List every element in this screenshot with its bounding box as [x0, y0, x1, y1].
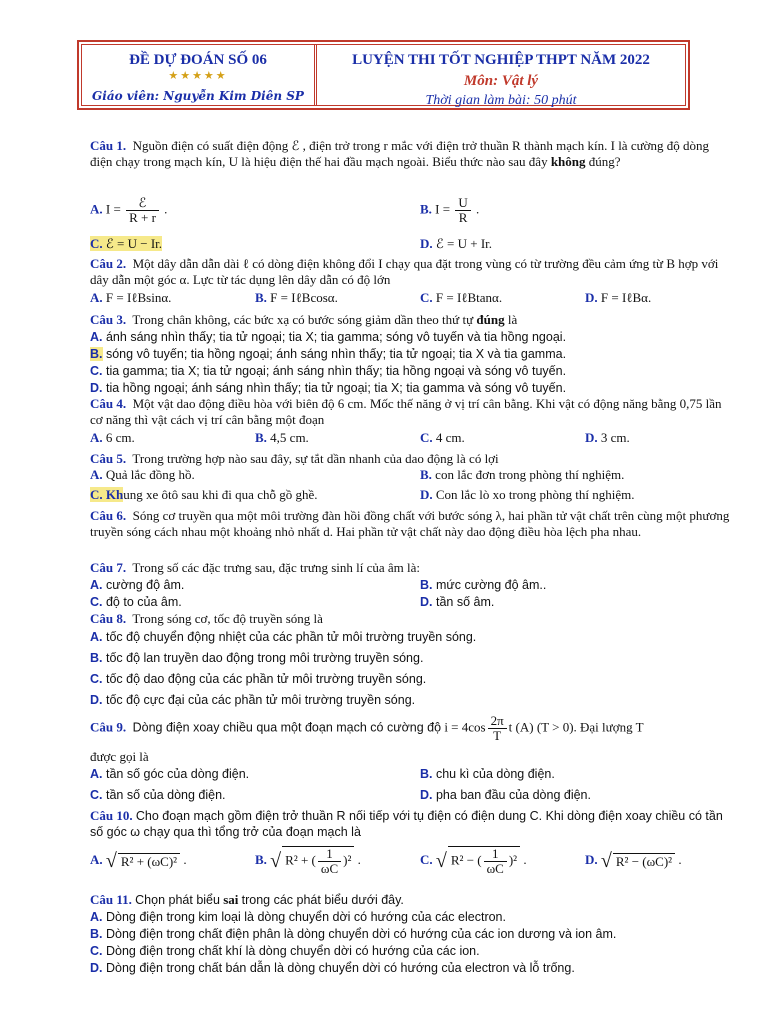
question-5 — [90, 451, 730, 502]
option-label: D. — [420, 236, 433, 251]
option-d[interactable] — [90, 380, 566, 396]
fraction-numerator: ℰ — [126, 196, 159, 211]
option-label: A. — [90, 578, 103, 592]
option-b[interactable] — [90, 346, 566, 362]
option-label: C. — [420, 851, 433, 867]
option-dot: . — [164, 201, 168, 217]
question-4 — [90, 396, 730, 445]
option-a[interactable] — [90, 766, 249, 782]
option-text: con lắc đơn trong phòng thí nghiệm. — [435, 467, 625, 482]
option-a[interactable] — [90, 430, 135, 446]
option-c[interactable] — [420, 430, 465, 446]
option-label: D. — [90, 381, 103, 395]
option-label: C. — [90, 236, 103, 251]
option-text: ℰ = U + Ir. — [435, 236, 493, 251]
option-label: C. — [90, 672, 103, 686]
option-dot: . — [183, 852, 187, 867]
option-text: tốc độ lan truyền dao động trong môi trường truyền sóng. — [105, 651, 424, 665]
option-label: A. — [90, 201, 103, 217]
option-label: C. — [420, 290, 433, 305]
option-b[interactable] — [255, 430, 309, 446]
fraction-denominator: ωC — [320, 861, 339, 876]
question-label: Câu 7. — [90, 560, 127, 575]
option-lhs: I = — [105, 201, 121, 217]
sqrt-icon: √ — [435, 850, 447, 872]
option-a[interactable] — [90, 467, 195, 483]
question-text: Trong sóng cơ, tốc độ truyền sóng là — [132, 611, 323, 626]
option-d[interactable] — [585, 850, 682, 873]
option-a[interactable] — [90, 196, 167, 225]
option-b[interactable] — [420, 196, 479, 225]
option-prefix: R² + ( — [285, 852, 316, 868]
question-emphasis: không — [550, 154, 586, 169]
fraction-numerator: 1 — [318, 847, 341, 862]
teacher-name: Giáo viên: Nguyễn Kim Diên SP — [92, 89, 304, 103]
option-label: B. — [90, 927, 103, 941]
option-text: 3 cm. — [600, 430, 630, 445]
fraction-numerator: 2π — [488, 714, 507, 729]
question-label: Câu 10. — [90, 808, 133, 823]
question-text: Chọn phát biểu — [135, 893, 220, 907]
option-label: C. — [420, 430, 433, 445]
question-label: Câu 9. — [90, 719, 127, 735]
option-label: C. — [90, 364, 103, 378]
option-b[interactable] — [420, 467, 624, 483]
option-text: Dòng điện trong kim loại là dòng chuyển dời có hướng của các electron. — [105, 910, 506, 924]
option-label: A. — [90, 467, 103, 482]
option-prefix: R² − ( — [450, 852, 482, 868]
question-11 — [90, 892, 730, 975]
exam-title: LUYỆN THI TỐT NGHIỆP THPT NĂM 2022 — [352, 52, 650, 68]
option-lhs: I = — [435, 201, 451, 217]
question-3 — [90, 312, 730, 395]
option-label: B. — [420, 467, 432, 482]
option-a[interactable] — [90, 577, 184, 593]
question-emphasis: sai — [223, 892, 239, 907]
option-label: D. — [585, 290, 598, 305]
sqrt-icon: √ — [105, 850, 117, 873]
option-label: B. — [420, 578, 433, 592]
fraction-denominator: R — [458, 210, 468, 225]
option-text: tốc độ cực đại của các phần tử môi trường truyền sóng. — [105, 693, 416, 707]
option-label: B. — [420, 767, 433, 781]
question-emphasis: đúng — [476, 312, 505, 327]
option-c[interactable] — [420, 290, 502, 306]
stars-icon: ★★★★★ — [168, 70, 228, 82]
option-d[interactable] — [420, 487, 634, 503]
question-label: Câu 4. — [90, 396, 127, 411]
option-d[interactable] — [90, 692, 415, 708]
option-label: D. — [90, 693, 103, 707]
option-label: B. — [90, 651, 103, 665]
question-tail: trong các phát biểu dưới đây. — [241, 893, 404, 907]
question-text-line2: được gọi là — [90, 749, 149, 764]
option-text: F = IℓBtanα. — [435, 290, 503, 305]
fraction-numerator: U — [455, 196, 470, 211]
option-text: tần số âm. — [435, 595, 495, 609]
option-text: ánh sáng nhìn thấy; tia tử ngoại; tia X; tia gamma; sóng vô tuyến và tia hồng ngoại. — [105, 330, 567, 344]
exam-header — [77, 40, 690, 110]
fraction-denominator: ωC — [486, 861, 504, 876]
option-dot: . — [475, 201, 480, 217]
option-text: Con lắc lò xo trong phòng thí nghiệm. — [435, 487, 635, 502]
option-label: D. — [420, 788, 433, 802]
option-d[interactable] — [90, 960, 575, 976]
option-a[interactable] — [90, 329, 566, 345]
option-label: A. — [90, 852, 103, 867]
option-text: tia gamma; tia X; tia tử ngoại; ánh sáng nhìn thấy; tia hồng ngoại và sóng vô tuyến. — [105, 364, 567, 378]
fraction-numerator: 1 — [484, 847, 507, 862]
question-1 — [90, 138, 730, 251]
option-label: A. — [90, 630, 103, 644]
option-label: B. — [255, 430, 267, 445]
header-left — [82, 45, 317, 105]
exam-duration: Thời gian làm bài: 50 phút — [425, 93, 577, 108]
option-text: 6 cm. — [105, 430, 135, 445]
option-b[interactable] — [255, 290, 338, 306]
question-6 — [90, 508, 730, 540]
option-d[interactable] — [420, 594, 494, 610]
option-label: A. — [90, 290, 103, 305]
option-text: pha ban đầu của dòng điện. — [435, 788, 591, 802]
option-text: chu kì của dòng điện. — [435, 767, 555, 781]
option-label: C. Kh — [90, 487, 124, 502]
question-tail: đúng? — [588, 154, 621, 169]
option-label: B. — [420, 201, 432, 217]
option-d[interactable] — [585, 430, 630, 446]
question-7 — [90, 560, 730, 609]
option-d[interactable] — [585, 290, 651, 306]
option-label: D. — [585, 852, 598, 867]
option-label: C. — [90, 944, 103, 958]
fraction-denominator: T — [493, 728, 502, 743]
option-text: 4,5 cm. — [270, 430, 309, 445]
option-c[interactable] — [90, 787, 226, 803]
option-c[interactable] — [420, 846, 527, 876]
question-8 — [90, 611, 730, 707]
option-c[interactable] — [90, 487, 317, 503]
option-b[interactable] — [90, 926, 616, 942]
sqrt-icon: √ — [270, 850, 282, 872]
option-dot: . — [523, 851, 527, 867]
option-text: R² + (ωC)² — [118, 853, 180, 870]
option-label: D. — [420, 487, 433, 502]
question-text: Một dây dẫn dẫn dài ℓ có dòng điện không đổi I chạy qua đặt trong vùng có từ trường đều cảm ứng từ B hợp với dây dẫn một góc α. Lực từ tác dụng lên dây dẫn có độ lớn — [90, 256, 719, 287]
option-label: D. — [90, 961, 103, 975]
option-text: Dòng điện trong chất khí là dòng chuyển dời có hướng của các ion. — [105, 944, 480, 958]
question-text: Nguồn điện có suất điện động ℰ , điện trở trong r mắc với điện trở thuần R thành mạch kín. I là cường độ dòng điện chạy trong mạch kín, U là hiệu điện thế hai đầu mạch ngoài. Biểu thức nào sau đây — [90, 138, 710, 169]
option-text: tần số của dòng điện. — [105, 788, 226, 802]
option-c[interactable] — [90, 594, 182, 610]
option-c[interactable] — [90, 943, 480, 959]
question-label: Câu 3. — [90, 312, 127, 327]
option-b[interactable] — [90, 650, 423, 666]
option-text: tốc độ dao động của các phần tử môi trường truyền sóng. — [105, 672, 427, 686]
header-right — [317, 45, 685, 108]
option-text: 4 cm. — [435, 430, 465, 445]
option-label: A. — [90, 767, 103, 781]
option-a[interactable] — [90, 629, 476, 645]
question-text: Trong số các đặc trưng sau, đặc trưng sinh lí của âm là: — [132, 560, 421, 575]
option-text: F = IℓBsinα. — [105, 290, 172, 305]
option-text: F = IℓBα. — [600, 290, 652, 305]
option-suffix: )² — [343, 852, 352, 868]
question-text: Dòng điện xoay chiều qua một đoạn mạch có cường độ — [132, 720, 442, 735]
option-text: sóng vô tuyến; tia hồng ngoại; ánh sáng nhìn thấy; tia tử ngoại; tia X và tia gamma. — [105, 347, 567, 361]
option-label: D. — [420, 595, 433, 609]
option-b[interactable] — [255, 846, 361, 876]
formula-suffix: t (A) (T > 0). Đại lượng T — [508, 719, 644, 735]
question-label: Câu 6. — [90, 508, 127, 523]
option-a[interactable] — [90, 850, 187, 873]
option-text: ℰ = U − Ir. — [105, 236, 163, 251]
question-label: Câu 5. — [90, 451, 127, 466]
option-text: mức cường độ âm.. — [435, 578, 547, 592]
option-dot: . — [357, 851, 361, 867]
option-a[interactable] — [90, 290, 171, 306]
option-label: B. — [90, 347, 103, 361]
exam-subject: Môn: Vật lý — [463, 73, 539, 89]
option-label: C. — [90, 788, 103, 802]
option-text: tốc độ chuyển động nhiệt của các phần tử môi trường truyền sóng. — [105, 630, 477, 644]
question-label: Câu 2. — [90, 256, 127, 271]
option-text: tia hồng ngoại; ánh sáng nhìn thấy; tia tử ngoại; tia X; tia gamma và sóng vô tuyến. — [105, 381, 567, 395]
option-text: F = IℓBcosα. — [270, 290, 338, 305]
exam-code: ĐỀ DỰ ĐOÁN SỐ 06 — [129, 52, 267, 68]
option-dot: . — [678, 852, 682, 867]
option-d[interactable] — [420, 236, 492, 252]
question-2 — [90, 256, 730, 305]
fraction-denominator: R + r — [129, 210, 156, 225]
option-c[interactable] — [90, 363, 566, 379]
option-c[interactable] — [90, 671, 426, 687]
formula-prefix: i = 4cos — [444, 719, 486, 735]
option-text: R² − (ωC)² — [613, 853, 675, 870]
option-text: Dòng điện trong chất điện phân là dòng chuyển dời có hướng của các ion dương và ion âm. — [105, 927, 617, 941]
option-text: Quả lắc đồng hồ. — [105, 467, 195, 482]
question-label: Câu 1. — [90, 138, 127, 153]
option-b[interactable] — [420, 766, 555, 782]
question-text: Sóng cơ truyền qua một môi trường đàn hồi đồng chất với bước sóng λ, hai phần tử vật chất trên cùng một phương truyền sóng cách nhau một khoảng nhỏ nhất d. Hai phần tử vật chất này dao động điều hòa lệch pha nhau. — [90, 508, 730, 539]
question-text: Một vật dao động điều hòa với biên độ 6 cm. Mốc thế năng ở vị trí cân bằng. Khi vật có động năng bằng 0,75 lần cơ năng thì vật cách vị trí cân bằng một đoạn — [90, 396, 722, 427]
option-a[interactable] — [90, 909, 506, 925]
option-label: D. — [585, 430, 598, 445]
option-d[interactable] — [420, 787, 591, 803]
option-label: A. — [90, 430, 103, 445]
option-text: ung xe ôtô sau khi đi qua chỗ gồ ghề. — [123, 487, 318, 502]
question-text: Trong trường hợp nào sau đây, sự tắt dần nhanh của dao động là có lợi — [132, 451, 499, 466]
option-b[interactable] — [420, 577, 546, 593]
option-text: cường độ âm. — [105, 578, 185, 592]
option-text: Dòng điện trong chất bán dẫn là dòng chuyển dời có hướng của electron và lỗ trống. — [105, 961, 575, 975]
question-tail: là — [507, 312, 518, 327]
option-text: tần số góc của dòng điện. — [105, 767, 250, 781]
option-label: C. — [90, 595, 103, 609]
option-suffix: )² — [508, 852, 518, 868]
option-label: B. — [255, 290, 267, 305]
question-text: Trong chân không, các bức xạ có bước sóng giảm dần theo thứ tự — [132, 312, 474, 327]
sqrt-icon: √ — [600, 850, 612, 873]
option-label: A. — [90, 910, 103, 924]
option-c[interactable] — [90, 236, 162, 252]
option-text: độ to của âm. — [105, 595, 182, 609]
option-label: B. — [255, 851, 267, 867]
question-label: Câu 11. — [90, 892, 132, 907]
question-text: Cho đoạn mạch gồm điện trở thuần R nối tiếp với tụ điện có điện dung C. Khi dòng điện xoay chiều có tần số góc ω chạy qua thì tổng trở của đoạn mạch là — [90, 809, 723, 839]
question-9 — [90, 713, 730, 802]
question-label: Câu 8. — [90, 611, 127, 626]
option-label: A. — [90, 330, 103, 344]
question-10 — [90, 808, 730, 876]
